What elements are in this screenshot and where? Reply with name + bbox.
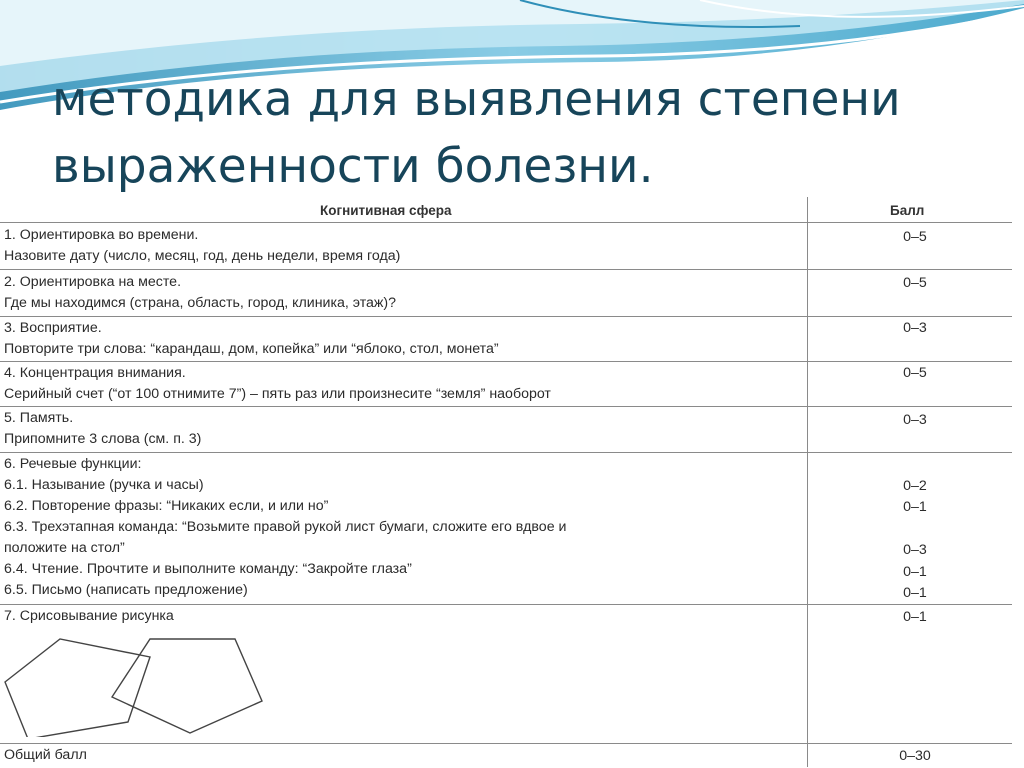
- table-row: [4, 272, 794, 314]
- item-instruction: Назовите дату (число, месяц, год, день недели, время года): [4, 248, 401, 264]
- row-divider: [0, 361, 1012, 362]
- row-divider: [0, 406, 1012, 407]
- row-divider: [0, 452, 1012, 453]
- table-row: [4, 454, 794, 601]
- item-title: 2. Ориентировка на месте.: [4, 274, 182, 290]
- item-score: 0–5: [903, 229, 927, 245]
- item-line: 6.4. Чтение. Прочтите и выполните команду: “Закройте глаза”: [4, 561, 412, 577]
- item-instruction: Где мы находимся (страна, область, город, клиника, этаж)?: [4, 295, 397, 311]
- table-row: [4, 363, 794, 405]
- table-row: [4, 606, 794, 627]
- table-row: [4, 408, 794, 450]
- item-title: 7. Срисовывание рисунка: [4, 608, 174, 624]
- item-title: 1. Ориентировка во времени.: [4, 227, 199, 243]
- pentagon-left: [5, 639, 150, 737]
- item-line: 6.1. Называние (ручка и часы): [4, 477, 204, 493]
- table-row-total: [4, 745, 794, 766]
- item-line: положите на стол”: [4, 540, 125, 556]
- item-score: 0–1: [903, 609, 927, 625]
- item-score: 0–5: [903, 275, 927, 291]
- item-instruction: Повторите три слова: “карандаш, дом, копейка” или “яблоко, стол, монета”: [4, 341, 499, 357]
- header-score: Балл: [890, 203, 925, 218]
- slide-title-line-1: методика для выявления степени: [52, 72, 901, 127]
- column-divider: [807, 197, 808, 767]
- total-label: Общий балл: [4, 747, 87, 763]
- row-divider: [0, 222, 1012, 223]
- scale-table: [0, 197, 1024, 767]
- header-cognitive-sphere: Когнитивная сфера: [320, 203, 452, 218]
- slide-title-line-2: выраженности болезни.: [52, 139, 654, 194]
- row-divider: [0, 316, 1012, 317]
- item-instruction: Припомните 3 слова (см. п. 3): [4, 431, 202, 447]
- table-row: [4, 318, 794, 360]
- row-divider: [0, 269, 1012, 270]
- item-title: 3. Восприятие.: [4, 320, 102, 336]
- total-score: 0–30: [899, 748, 931, 764]
- item-line: 6.3. Трехэтапная команда: “Возьмите правой рукой лист бумаги, сложите его вдвое и: [4, 519, 567, 535]
- table-row: [4, 225, 794, 267]
- row-divider: [0, 604, 1012, 605]
- item-score: 0–5: [903, 365, 927, 381]
- pentagons-drawing: [0, 627, 270, 737]
- item-title: 6. Речевые функции:: [4, 456, 142, 472]
- item-line: 6.5. Письмо (написать предложение): [4, 582, 248, 598]
- item-score: 0–3: [903, 412, 927, 428]
- item-instruction: Серийный счет (“от 100 отнимите 7”) – пять раз или произнесите “земля” наоборот: [4, 386, 551, 402]
- item-score: 0–3: [903, 320, 927, 336]
- item-line: 6.2. Повторение фразы: “Никаких если, и или но”: [4, 498, 329, 514]
- pentagon-right: [112, 639, 262, 733]
- slide-title: [52, 66, 1012, 200]
- item-title: 4. Концентрация внимания.: [4, 365, 186, 381]
- item-title: 5. Память.: [4, 410, 74, 426]
- item-score-list: 0–2 0–1 0–3 0–1 0–1: [903, 477, 927, 601]
- row-divider: [0, 743, 1012, 744]
